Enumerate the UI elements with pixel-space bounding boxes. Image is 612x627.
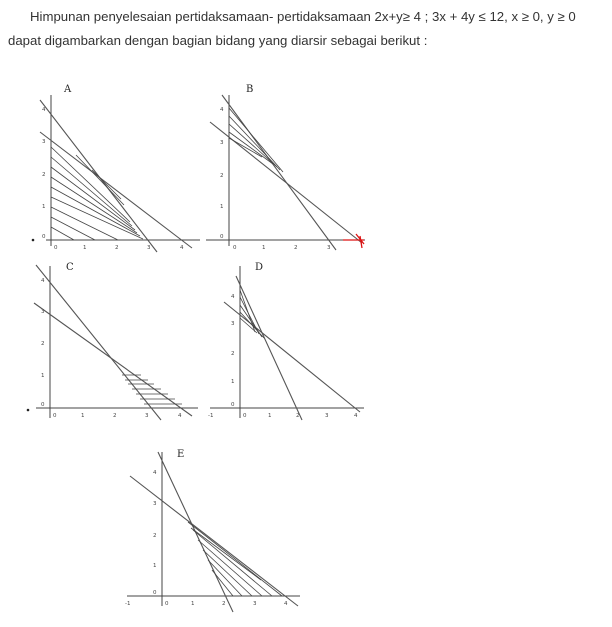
graph-c-xtick-1: 1 — [81, 413, 85, 419]
graph-c-shading — [122, 375, 182, 404]
graph-c-label: C — [66, 262, 74, 273]
graph-b-xtick-0: 0 — [233, 245, 237, 251]
graph-a-ytick-1: 1 — [42, 204, 46, 210]
graph-e-line-3x-4y-12 — [130, 476, 298, 606]
graph-d-ytick-0: 0 — [231, 402, 235, 408]
graph-c-ytick-1: 1 — [41, 373, 45, 379]
graph-a — [32, 84, 200, 252]
graph-d-xtick-1: 1 — [268, 413, 272, 419]
graph-e-label: E — [177, 449, 185, 460]
graph-b-ytick-2: 2 — [220, 173, 224, 179]
graph-c — [27, 262, 198, 420]
graph-e — [125, 449, 300, 612]
graph-d-ytick-4: 4 — [231, 294, 235, 300]
graph-d-line-2x-y-4 — [236, 276, 302, 420]
graph-b-ytick-4: 4 — [220, 107, 224, 113]
graph-a-line-3x-4y-12 — [40, 132, 192, 248]
graph-e-xtick-neg1: -1 — [125, 601, 131, 607]
graph-d-xtick-2: 2 — [296, 413, 300, 419]
graph-d — [208, 262, 364, 420]
graph-a-xtick-2: 2 — [115, 245, 119, 251]
graph-d-label: D — [255, 262, 264, 273]
graph-e-xtick-0: 0 — [165, 601, 169, 607]
graph-d-ytick-1: 1 — [231, 379, 235, 385]
graph-d-line-3x-4y-12 — [224, 302, 360, 412]
graph-b-xtick-1: 1 — [262, 245, 266, 251]
graph-a-bullet — [32, 239, 35, 242]
graph-b — [206, 84, 365, 251]
graph-c-bullet — [27, 409, 30, 412]
graph-a-ytick-4: 4 — [42, 107, 46, 113]
graph-b-ytick-0: 0 — [220, 234, 224, 240]
graph-b-xtick-2: 2 — [294, 245, 298, 251]
graph-e-ytick-1: 1 — [153, 563, 157, 569]
graph-c-xtick-4: 4 — [178, 413, 182, 419]
graph-c-ytick-4: 4 — [41, 278, 45, 284]
graph-c-xtick-3: 3 — [145, 413, 149, 419]
graph-a-xtick-4: 4 — [180, 245, 184, 251]
graph-b-ytick-3: 3 — [220, 140, 224, 146]
graph-c-ytick-2: 2 — [41, 341, 45, 347]
graph-a-ytick-0: 0 — [42, 234, 46, 240]
graph-e-xtick-1: 1 — [191, 601, 195, 607]
graph-a-xtick-3: 3 — [147, 245, 151, 251]
graph-d-xtick-4: 4 — [354, 413, 358, 419]
graph-c-xtick-2: 2 — [113, 413, 117, 419]
graph-e-xtick-2: 2 — [222, 601, 226, 607]
graph-e-ytick-2: 2 — [153, 533, 157, 539]
graph-e-ytick-0: 0 — [153, 590, 157, 596]
question-statement: Himpunan penyelesaian pertidaksamaan- pertidaksamaan 2x+y≥ 4 ; 3x + 4y ≤ 12, x ≥ 0, y ≥ 0 dapat digambarkan dengan bagian bidang yang diarsir sebagai berikut : — [8, 9, 576, 48]
graph-e-xtick-4: 4 — [284, 601, 288, 607]
graph-b-line-2x-y-4 — [222, 95, 336, 250]
graph-d-xtick-0: 0 — [243, 413, 247, 419]
graph-c-ytick-0: 0 — [41, 402, 45, 408]
graph-a-ytick-3: 3 — [42, 139, 46, 145]
graph-d-ytick-3: 3 — [231, 321, 235, 327]
graph-a-shading — [51, 147, 143, 240]
graph-a-ytick-2: 2 — [42, 172, 46, 178]
graph-c-line-2x-y-4 — [36, 265, 161, 420]
graph-d-xtick-3: 3 — [325, 413, 329, 419]
graph-a-label: A — [64, 84, 72, 95]
graph-e-ytick-4: 4 — [153, 470, 157, 476]
graph-b-xtick-3: 3 — [327, 245, 331, 251]
graph-c-xtick-0: 0 — [53, 413, 57, 419]
graph-b-ytick-1: 1 — [220, 204, 224, 210]
graph-e-ytick-3: 3 — [153, 501, 157, 507]
graph-d-ytick-2: 2 — [231, 351, 235, 357]
graph-e-shading — [188, 522, 282, 596]
graph-e-xtick-3: 3 — [253, 601, 257, 607]
graph-b-shading — [229, 108, 283, 172]
graph-a-xtick-0: 0 — [54, 245, 58, 251]
graph-b-label: B — [246, 84, 254, 95]
graph-c-ytick-3: 3 — [41, 309, 45, 315]
graph-d-xtick-neg1: -1 — [208, 413, 214, 419]
graph-a-xtick-1: 1 — [83, 245, 87, 251]
